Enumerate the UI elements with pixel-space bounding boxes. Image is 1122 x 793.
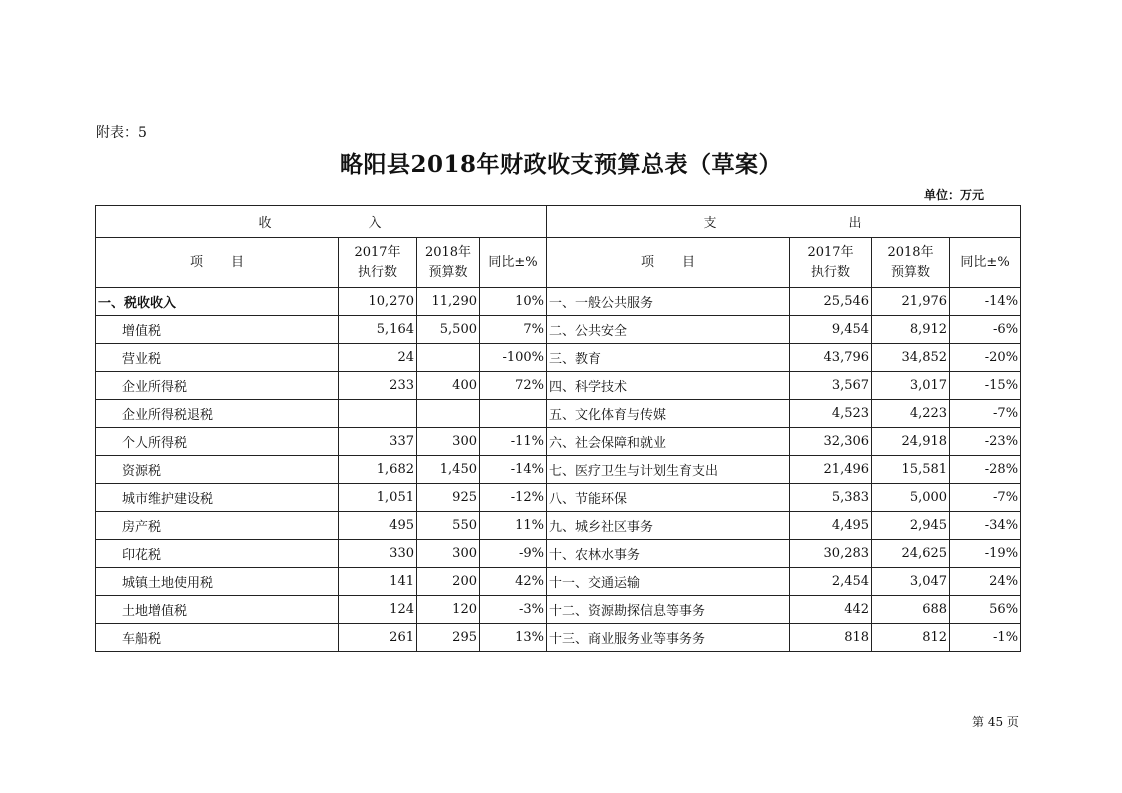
income-2018: 300 xyxy=(417,428,480,456)
income-2017: 5,164 xyxy=(339,316,417,344)
expense-2018: 24,625 xyxy=(872,540,950,568)
table-row xyxy=(96,372,1021,400)
income-2017-header xyxy=(339,238,417,288)
income-section-header xyxy=(96,206,547,238)
expense-change-header: 同比±% xyxy=(950,238,1021,288)
expense-item: 三、教育 xyxy=(547,344,790,372)
expense-change: 56% xyxy=(950,596,1021,624)
expense-2018: 5,000 xyxy=(872,484,950,512)
income-item: 个人所得税 xyxy=(96,428,339,456)
income-change xyxy=(480,400,547,428)
expense-2018: 2,945 xyxy=(872,512,950,540)
expense-2017: 4,523 xyxy=(790,400,872,428)
income-change: 42% xyxy=(480,568,547,596)
expense-2017: 30,283 xyxy=(790,540,872,568)
table-row xyxy=(96,344,1021,372)
income-2017: 233 xyxy=(339,372,417,400)
income-change: -11% xyxy=(480,428,547,456)
expense-item: 九、城乡社区事务 xyxy=(547,512,790,540)
table-row xyxy=(96,288,1021,316)
income-2018: 300 xyxy=(417,540,480,568)
expense-2018: 24,918 xyxy=(872,428,950,456)
income-2018 xyxy=(417,400,480,428)
table-row xyxy=(96,512,1021,540)
table-row xyxy=(96,596,1021,624)
income-2017: 261 xyxy=(339,624,417,652)
income-char-1: 收 xyxy=(258,216,274,231)
expense-2017-header xyxy=(790,238,872,288)
expense-2018: 812 xyxy=(872,624,950,652)
expense-change: -23% xyxy=(950,428,1021,456)
expense-change: 24% xyxy=(950,568,1021,596)
income-2018: 400 xyxy=(417,372,480,400)
income-2017: 124 xyxy=(339,596,417,624)
income-2017-header-b: 执行数 xyxy=(357,264,397,280)
income-item: 车船税 xyxy=(96,624,339,652)
income-2017: 1,682 xyxy=(339,456,417,484)
expense-2017: 4,495 xyxy=(790,512,872,540)
income-change: 10% xyxy=(480,288,547,316)
expense-2018: 3,017 xyxy=(872,372,950,400)
income-2018: 550 xyxy=(417,512,480,540)
table-row xyxy=(96,400,1021,428)
expense-change: -14% xyxy=(950,288,1021,316)
expense-2018-header-b: 预算数 xyxy=(891,264,931,280)
expense-item-header-b: 目 xyxy=(682,254,696,270)
income-2018: 11,290 xyxy=(417,288,480,316)
expense-2018-header-a: 2018年 xyxy=(887,244,934,260)
expense-char-2: 出 xyxy=(848,216,864,231)
expense-item: 四、科学技术 xyxy=(547,372,790,400)
income-char-2: 入 xyxy=(368,216,384,231)
expense-2017: 25,546 xyxy=(790,288,872,316)
budget-table xyxy=(95,205,1021,652)
income-item: 企业所得税退税 xyxy=(96,400,339,428)
income-2018: 5,500 xyxy=(417,316,480,344)
income-2017: 10,270 xyxy=(339,288,417,316)
income-2017: 141 xyxy=(339,568,417,596)
income-item: 印花税 xyxy=(96,540,339,568)
expense-2018: 34,852 xyxy=(872,344,950,372)
expense-change: -15% xyxy=(950,372,1021,400)
expense-item: 七、医疗卫生与计划生育支出 xyxy=(547,456,790,484)
expense-2017-header-a: 2017年 xyxy=(807,244,854,260)
expense-2017: 5,383 xyxy=(790,484,872,512)
table-row xyxy=(96,428,1021,456)
income-2018: 295 xyxy=(417,624,480,652)
section-header-row xyxy=(96,206,1021,238)
income-change: -3% xyxy=(480,596,547,624)
income-change: 11% xyxy=(480,512,547,540)
expense-2017: 9,454 xyxy=(790,316,872,344)
income-2017: 330 xyxy=(339,540,417,568)
expense-2017: 2,454 xyxy=(790,568,872,596)
expense-2017: 818 xyxy=(790,624,872,652)
income-item: 资源税 xyxy=(96,456,339,484)
table-row xyxy=(96,540,1021,568)
income-2017: 337 xyxy=(339,428,417,456)
income-item-header-b: 目 xyxy=(231,254,245,270)
expense-item: 十、农林水事务 xyxy=(547,540,790,568)
income-item-header xyxy=(96,238,339,288)
income-2017 xyxy=(339,400,417,428)
expense-2017: 21,496 xyxy=(790,456,872,484)
income-change: 72% xyxy=(480,372,547,400)
expense-2018-header xyxy=(872,238,950,288)
income-item-header-a: 项 xyxy=(189,254,203,270)
income-item: 一、税收收入 xyxy=(96,288,339,316)
expense-item-header xyxy=(547,238,790,288)
expense-2017: 442 xyxy=(790,596,872,624)
income-2018: 925 xyxy=(417,484,480,512)
expense-item: 一、一般公共服务 xyxy=(547,288,790,316)
income-item: 城市维护建设税 xyxy=(96,484,339,512)
income-2017-header-a: 2017年 xyxy=(354,244,401,260)
table-row xyxy=(96,316,1021,344)
expense-2017: 3,567 xyxy=(790,372,872,400)
income-item: 土地增值税 xyxy=(96,596,339,624)
expense-change: -19% xyxy=(950,540,1021,568)
expense-2018: 15,581 xyxy=(872,456,950,484)
income-item: 房产税 xyxy=(96,512,339,540)
income-2018 xyxy=(417,344,480,372)
income-item: 城镇土地使用税 xyxy=(96,568,339,596)
income-change-header: 同比±% xyxy=(480,238,547,288)
income-item: 企业所得税 xyxy=(96,372,339,400)
income-change: 7% xyxy=(480,316,547,344)
expense-2017: 32,306 xyxy=(790,428,872,456)
table-row xyxy=(96,568,1021,596)
expense-2018: 8,912 xyxy=(872,316,950,344)
income-2018-header-a: 2018年 xyxy=(424,244,472,260)
income-change: 13% xyxy=(480,624,547,652)
income-item: 营业税 xyxy=(96,344,339,372)
expense-2017-header-b: 执行数 xyxy=(811,264,851,280)
table-row xyxy=(96,484,1021,512)
expense-item: 二、公共安全 xyxy=(547,316,790,344)
expense-2018: 21,976 xyxy=(872,288,950,316)
income-2018: 200 xyxy=(417,568,480,596)
page-number: 第 45 页 xyxy=(972,715,1019,729)
income-2017: 1,051 xyxy=(339,484,417,512)
income-item: 增值税 xyxy=(96,316,339,344)
expense-change: -34% xyxy=(950,512,1021,540)
expense-change: -6% xyxy=(950,316,1021,344)
income-2018: 120 xyxy=(417,596,480,624)
expense-item: 八、节能环保 xyxy=(547,484,790,512)
expense-2018: 4,223 xyxy=(872,400,950,428)
column-header-row xyxy=(96,238,1021,288)
income-2018-header-b: 预算数 xyxy=(428,264,468,280)
income-change: -12% xyxy=(480,484,547,512)
expense-item-header-a: 项 xyxy=(641,254,655,270)
income-2018-header xyxy=(417,238,480,288)
expense-change: -7% xyxy=(950,400,1021,428)
income-change: -100% xyxy=(480,344,547,372)
expense-2018: 688 xyxy=(872,596,950,624)
income-change: -9% xyxy=(480,540,547,568)
expense-item: 十三、商业服务业等事务务 xyxy=(547,624,790,652)
expense-item: 六、社会保障和就业 xyxy=(547,428,790,456)
expense-section-header xyxy=(547,206,1021,238)
expense-change: -20% xyxy=(950,344,1021,372)
appendix-label: 附表：5 xyxy=(96,125,147,141)
expense-2018: 3,047 xyxy=(872,568,950,596)
income-change: -14% xyxy=(480,456,547,484)
income-2017: 495 xyxy=(339,512,417,540)
expense-item: 十一、交通运输 xyxy=(547,568,790,596)
expense-item: 十二、资源勘探信息等事务 xyxy=(547,596,790,624)
unit-label: 单位：万元 xyxy=(923,188,984,202)
expense-change: -7% xyxy=(950,484,1021,512)
expense-change: -28% xyxy=(950,456,1021,484)
page-title: 略阳县2018年财政收支预算总表（草案） xyxy=(339,151,782,178)
table-row xyxy=(96,624,1021,652)
table-row xyxy=(96,456,1021,484)
income-2017: 24 xyxy=(339,344,417,372)
expense-item: 五、文化体育与传媒 xyxy=(547,400,790,428)
expense-change: -1% xyxy=(950,624,1021,652)
income-2018: 1,450 xyxy=(417,456,480,484)
expense-2017: 43,796 xyxy=(790,344,872,372)
expense-char-1: 支 xyxy=(703,216,719,231)
